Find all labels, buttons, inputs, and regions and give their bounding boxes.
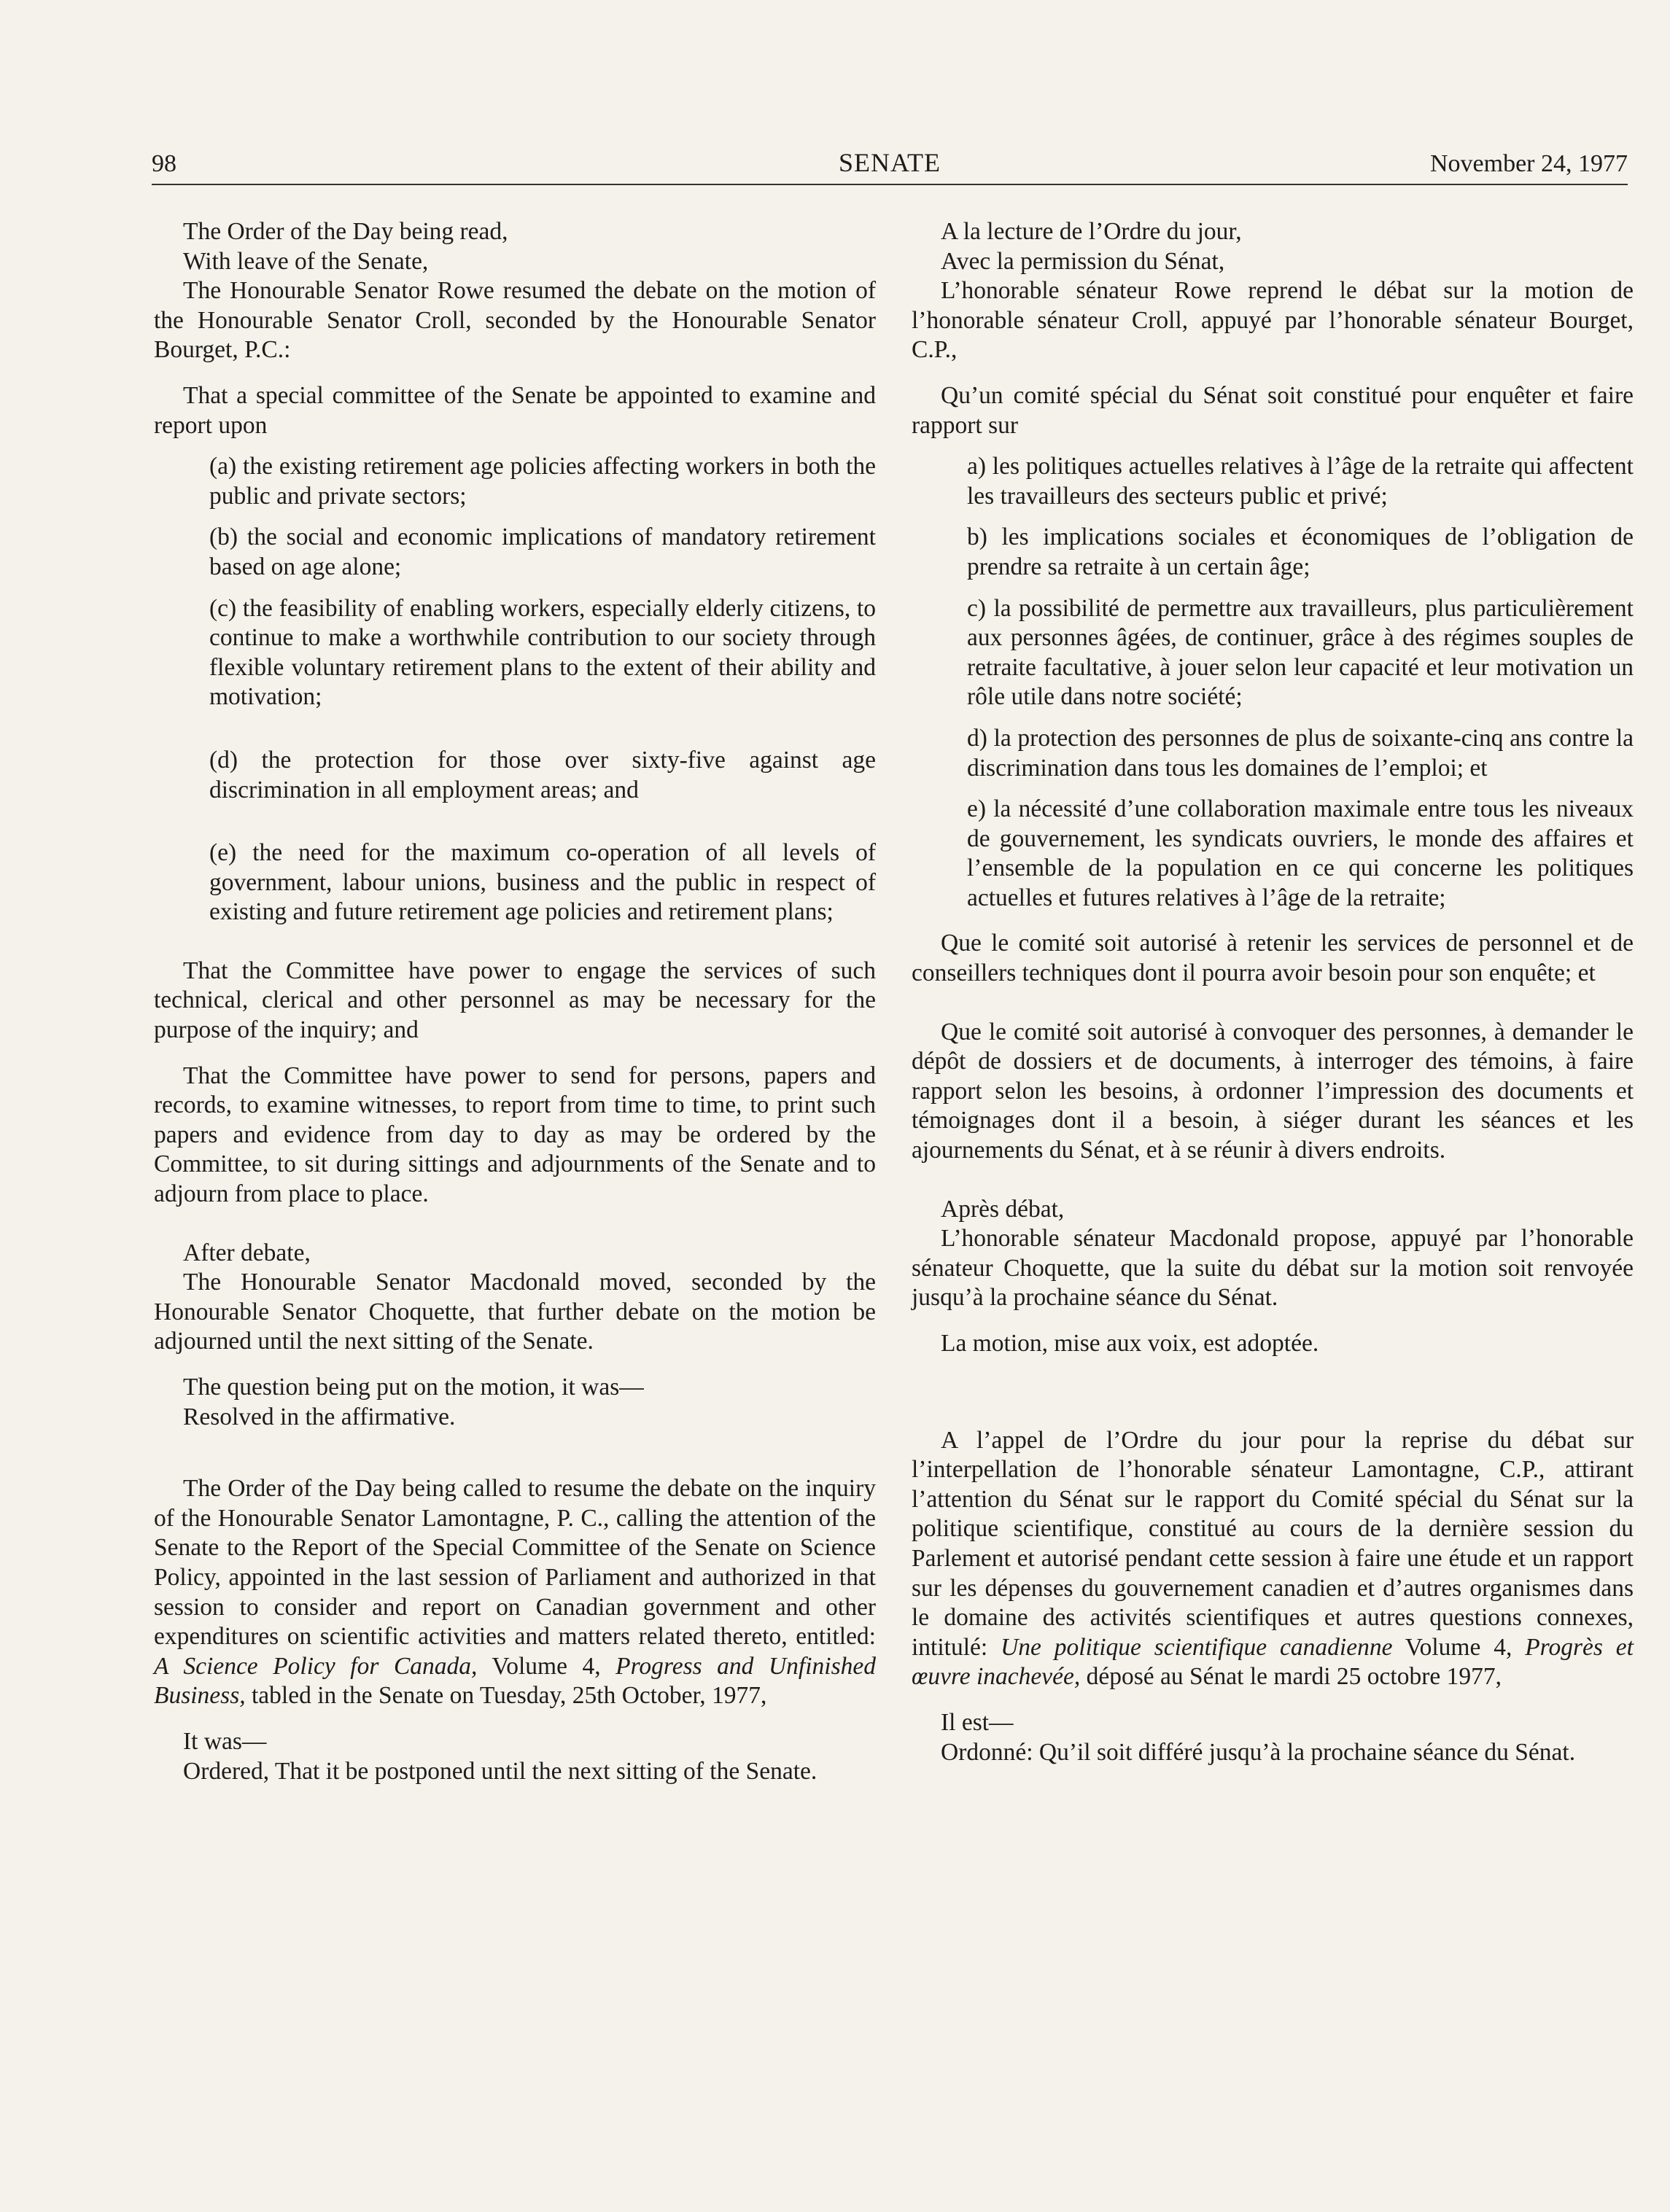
paragraph: Il est— (941, 1708, 1014, 1736)
paragraph: A la lecture de l’Ordre du jour, (941, 218, 1242, 245)
paragraph (912, 1426, 1634, 1692)
page-number: 98 (152, 150, 176, 177)
report-subtitle: Progress and Unfinished Business, (154, 1652, 876, 1710)
list-item: c) la possibilité de permettre aux travailleurs, plus particulièrement aux personnes âgées, de continuer, grâce à des régimes souples de retraite facultative, à jouer selon leur capacité et leur motivation un rôle utile dans notre société; (967, 594, 1634, 711)
list-item: (b) the social and economic implications of mandatory retirement based on age alone; (209, 523, 876, 580)
paragraph: L’honorable sénateur Rowe reprend le débat sur la motion de l’honorable sénateur Croll, appuyé par l’honorable sénateur Bourget, C.P., (912, 277, 1634, 364)
text-run: A l’appel de l’Ordre du jour pour la reprise du débat sur l’interpellation de l’honorable sénateur Lamontagne, C.P., attirant l’attention du Sénat sur le rapport du Comité spécial du Sénat sur la politique scientifique, constitué au cours de la dernière session du Parlement et autorisé pendant cette session à faire une étude et un rapport sur les dépenses du gouvernement canadien et d’autres organismes dans le domaine des activités scientifiques et autres questions connexes, intitulé: (912, 1426, 1634, 1661)
list-item: (c) the feasibility of enabling workers, especially elderly citizens, to continue to make a worthwhile contribution to our society through flexible voluntary retirement plans to the extent of their ability and motivation; (209, 594, 876, 711)
paragraph: That the Committee have power to engage the services of such technical, clerical and other personnel as may be necessary for the purpose of the inquiry; and (154, 957, 876, 1044)
text-run: tabled in the Senate on Tuesday, 25th October, 1977, (245, 1682, 767, 1710)
paragraph: After debate, (183, 1239, 311, 1266)
paragraph: The question being put on the motion, it was— (183, 1374, 644, 1401)
paragraph: That the Committee have power to send for persons, papers and records, to examine witnesses, to report from time to time, to print such papers and evidence from day to day as may be ordered by the Committee, to sit during sittings and adjournments of the Senate and to adjourn from place to place. (154, 1062, 876, 1208)
text-run: déposé au Sénat le mardi 25 octobre 1977, (1080, 1663, 1502, 1691)
list-item: (d) the protection for those over sixty-five against age discrimination in all employment areas; and (209, 746, 876, 803)
paragraph: The Order of the Day being read, (183, 218, 508, 245)
list-item: (e) the need for the maximum co-operation of all levels of government, labour unions, business and the public in respect of existing and future retirement age policies and retirement plans; (209, 839, 876, 926)
paragraph: The Honourable Senator Rowe resumed the debate on the motion of the Honourable Senator Croll, seconded by the Honourable Senator Bourget, P.C.: (154, 277, 876, 364)
paragraph: Après débat, (941, 1195, 1065, 1223)
paragraph: That a special committee of the Senate be appointed to examine and report upon (154, 381, 876, 439)
paragraph: It was— (183, 1727, 267, 1755)
paragraph: Ordonné: Qu’il soit différé jusqu’à la prochaine séance du Sénat. (941, 1738, 1576, 1766)
page-title: SENATE (839, 148, 941, 177)
paragraph: Resolved in the affirmative. (183, 1403, 456, 1430)
paragraph: With leave of the Senate, (183, 247, 429, 275)
paragraph: The Honourable Senator Macdonald moved, seconded by the Honourable Senator Choquette, that further debate on the motion be adjourned until the next sitting of the Senate. (154, 1269, 876, 1355)
text-run: Volume 4, (477, 1652, 616, 1680)
text-run: The Order of the Day being called to resume the debate on the inquiry of the Honourable Senator Lamontagne, P. C., calling the attention of the Senate to the Report of the Special Committee of the Senate on Science Policy, appointed in the last session of Parliament and authorized in that session to consider and report on Canadian government and other expenditures on scientific activities and matters related thereto, entitled: (154, 1475, 876, 1651)
text-run: Volume 4, (1392, 1633, 1526, 1661)
list-item: (a) the existing retirement age policies affecting workers in both the public and private sectors; (209, 453, 876, 510)
report-title: A Science Policy for Canada, (154, 1652, 478, 1680)
paragraph (154, 1474, 876, 1711)
page-date: November 24, 1977 (1429, 150, 1628, 177)
list-item: b) les implications sociales et économiques de l’obligation de prendre sa retraite à un certain âge; (967, 523, 1634, 580)
paragraph: Que le comité soit autorisé à retenir les services de personnel et de conseillers techniques dont il pourra avoir besoin pour son enquête; et (912, 930, 1634, 987)
paragraph: Qu’un comité spécial du Sénat soit constitué pour enquêter et faire rapport sur (912, 381, 1634, 439)
english-column (154, 217, 876, 1786)
report-title: Une politique scientifique canadienne (1001, 1633, 1393, 1661)
list-item: d) la protection des personnes de plus de soixante-cinq ans contre la discrimination dans tous les domaines de l’emploi; et (967, 724, 1634, 782)
report-subtitle: Progrès et œuvre inachevée, (912, 1633, 1634, 1691)
paragraph: Avec la permission du Sénat, (941, 247, 1225, 275)
list-item: e) la nécessité d’une collaboration maximale entre tous les niveaux de gouvernement, les syndicats ouvriers, le monde des affaires et l’ensemble de la population en ce qui concerne les politiques actuelles et futures relatives à l’âge de la retraite; (967, 795, 1634, 911)
paragraph: Ordered, That it be postponed until the next sitting of the Senate. (183, 1757, 817, 1785)
french-column (912, 217, 1634, 1767)
page-header (152, 143, 1628, 185)
paragraph: La motion, mise aux voix, est adoptée. (941, 1330, 1319, 1357)
paragraph: Que le comité soit autorisé à convoquer des personnes, à demander le dépôt de dossiers et de documents, à interroger des témoins, à faire rapport selon les besoins, à ordonner l’impression des documents et témoignages dont il a besoin, à siéger durant les séances et les ajournements du Sénat, et à se réunir à divers endroits. (912, 1018, 1634, 1164)
paragraph: L’honorable sénateur Macdonald propose, appuyé par l’honorable sénateur Choquette, que la suite du débat sur la motion soit renvoyée jusqu’à la prochaine séance du Sénat. (912, 1225, 1634, 1312)
list-item: a) les politiques actuelles relatives à l’âge de la retraite qui affectent les travailleurs des secteurs public et privé; (967, 453, 1634, 510)
